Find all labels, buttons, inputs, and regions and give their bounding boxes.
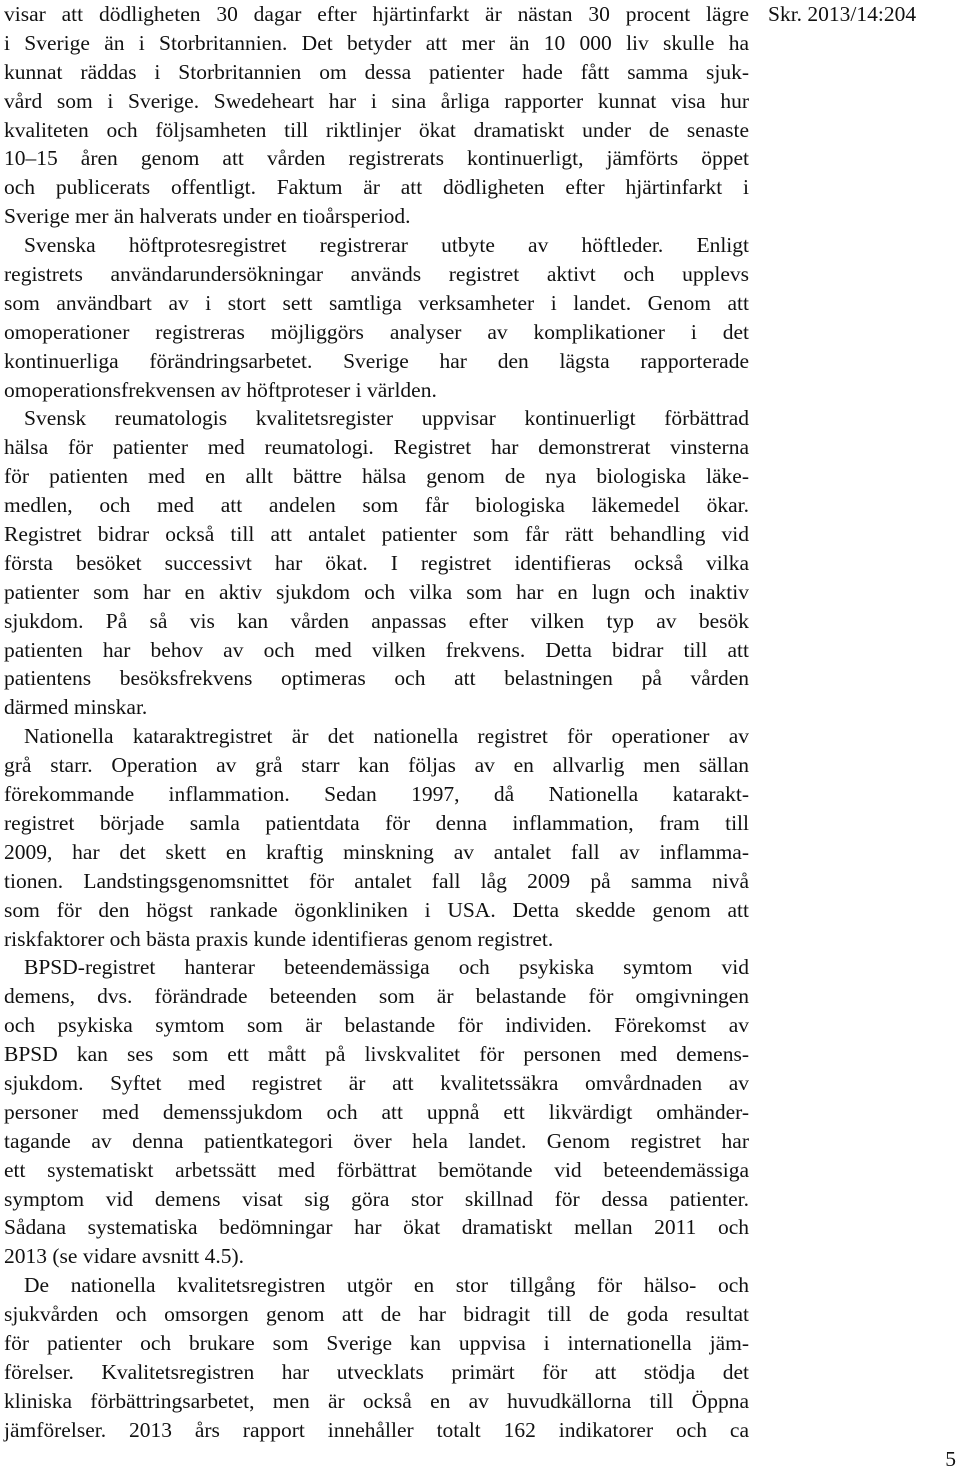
text-line: 2013 (se vidare avsnitt 4.5). [4, 1244, 245, 1269]
body-text [4, 0, 749, 1445]
paragraph [4, 722, 749, 953]
text-line: BPSD kan ses som ett mått på livskvalitet för personen med demens- [4, 1042, 749, 1067]
text-line: Nationella kataraktregistret är det nationella registret för operationer av [24, 724, 749, 749]
text-line: och psykiska symtom som är belastande för individen. Förekomst av [4, 1013, 749, 1038]
text-line: förelser. Kvalitetsregistren har utvecklats primärt för att stödja det [4, 1359, 749, 1384]
text-line: ett systematiskt arbetssätt med förbättrat bemötande vid beteendemässiga [4, 1157, 749, 1182]
paragraph [4, 1271, 749, 1444]
text-line: för patienter och brukare som Sverige kan uppvisa i internationella jäm- [4, 1330, 749, 1355]
text-line: omoperationsfrekvensen av höftproteser i världen. [4, 377, 437, 402]
text-line: 2009, har det skett en kraftig minskning av antalet fall av inflamma- [4, 839, 749, 864]
text-line: sjukvården och omsorgen genom att de har bidragit till de goda resultat [4, 1302, 749, 1327]
text-line: grå starr. Operation av grå starr kan följas av en allvarlig men sällan [4, 753, 749, 778]
text-line: visar att dödligheten 30 dagar efter hjärtinfarkt är nästan 30 procent lägre [4, 2, 749, 26]
text-line: sjukdom. Syftet med registret är att kvalitetssäkra omvårdnaden av [4, 1070, 749, 1095]
text-line: hälsa för patienter med reumatologi. Registret har demonstrerat vinsterna [4, 435, 749, 460]
text-line: patientens besöksfrekvens optimeras och att belastningen på vården [4, 666, 749, 691]
text-line: Svensk reumatologis kvalitetsregister uppvisar kontinuerligt förbättrad [24, 406, 749, 431]
text-line: medlen, och med att andelen som får biologiska läkemedel ökar. [4, 493, 749, 518]
text-line: som för den högst rankade ögonkliniken i USA. Detta skedde genom att [4, 897, 749, 922]
text-line: förekommande inflammation. Sedan 1997, då Nationella katarakt- [4, 782, 749, 807]
text-line: i Sverige än i Storbritannien. Det betyder att mer än 10 000 liv skulle ha [4, 30, 749, 55]
text-line: Svenska höftprotesregistret registrerar utbyte av höftleder. Enligt [24, 233, 749, 258]
text-line: BPSD-registret hanterar beteendemässiga och psykiska symtom vid [24, 955, 749, 980]
text-line: symptom vid demens visat sig göra stor skillnad för dessa patienter. [4, 1186, 749, 1211]
text-line: första besöket successivt har ökat. I registret identifieras också vilka [4, 550, 749, 575]
text-line: registret började samla patientdata för denna inflammation, fram till [4, 810, 749, 835]
text-line: registrets användarundersökningar används registret aktivt och upplevs [4, 262, 749, 287]
paragraph [4, 231, 749, 404]
text-line: tionen. Landstingsgenomsnittet för antalet fall låg 2009 på samma nivå [4, 868, 749, 893]
text-line: för patienten med en allt bättre hälsa genom de nya biologiska läke- [4, 464, 749, 489]
paragraph [4, 0, 749, 231]
text-line: vård som i Sverige. Swedeheart har i sina årliga rapporter kunnat visa hur [4, 88, 749, 113]
text-line: riskfaktorer och bästa praxis kunde identifieras genom registret. [4, 926, 554, 951]
text-line: kunnat räddas i Storbritannien om dessa patienter hade fått samma sjuk- [4, 59, 749, 84]
text-line: patienten har behov av och med vilken frekvens. Detta bidrar till att [4, 637, 749, 662]
text-line: kontinuerliga förändringsarbetet. Sverige har den lägsta rapporterade [4, 348, 749, 373]
text-line: Registret bidrar också till att antalet patienter som får rätt behandling vid [4, 522, 749, 547]
paragraph [4, 404, 749, 722]
text-line: sjukdom. På så vis kan vården anpassas efter vilken typ av besök [4, 608, 749, 633]
text-line: De nationella kvalitetsregistren utgör en stor tillgång för hälso- och [24, 1273, 749, 1298]
document-reference: Skr. 2013/14:204 [768, 2, 917, 26]
text-line: jämförelser. 2013 års rapport innehåller totalt 162 indikatorer och ca [4, 1417, 749, 1442]
text-line: kvaliteten och följsamheten till riktlinjer ökat dramatiskt under de senaste [4, 117, 749, 142]
text-line: demens, dvs. förändrade beteenden som är belastande för omgivningen [4, 984, 749, 1009]
text-line: som användbart av i stort sett samtliga verksamheter i landet. Genom att [4, 290, 749, 315]
text-line: 10–15 åren genom att vården registrerats kontinuerligt, jämförts öppet [4, 146, 749, 171]
text-line: Sådana systematiska bedömningar har ökat dramatiskt mellan 2011 och [4, 1215, 749, 1240]
text-line: tagande av denna patientkategori över hela landet. Genom registret har [4, 1128, 749, 1153]
text-line: därmed minskar. [4, 695, 148, 720]
text-line: och publicerats offentligt. Faktum är att dödligheten efter hjärtinfarkt i [4, 175, 749, 200]
text-line: patienter som har en aktiv sjukdom och vilka som har en lugn och inaktiv [4, 579, 749, 604]
text-line: kliniska förbättringsarbetet, men är också en av huvudkällorna till Öppna [4, 1388, 749, 1413]
text-line: omoperationer registreras möjliggörs analyser av komplikationer i det [4, 319, 749, 344]
text-line: personer med demenssjukdom och att uppnå ett likvärdigt omhänder- [4, 1099, 749, 1124]
paragraph [4, 953, 749, 1271]
page-number: 5 [945, 1447, 956, 1471]
text-line: Sverige mer än halverats under en tioårsperiod. [4, 204, 411, 229]
